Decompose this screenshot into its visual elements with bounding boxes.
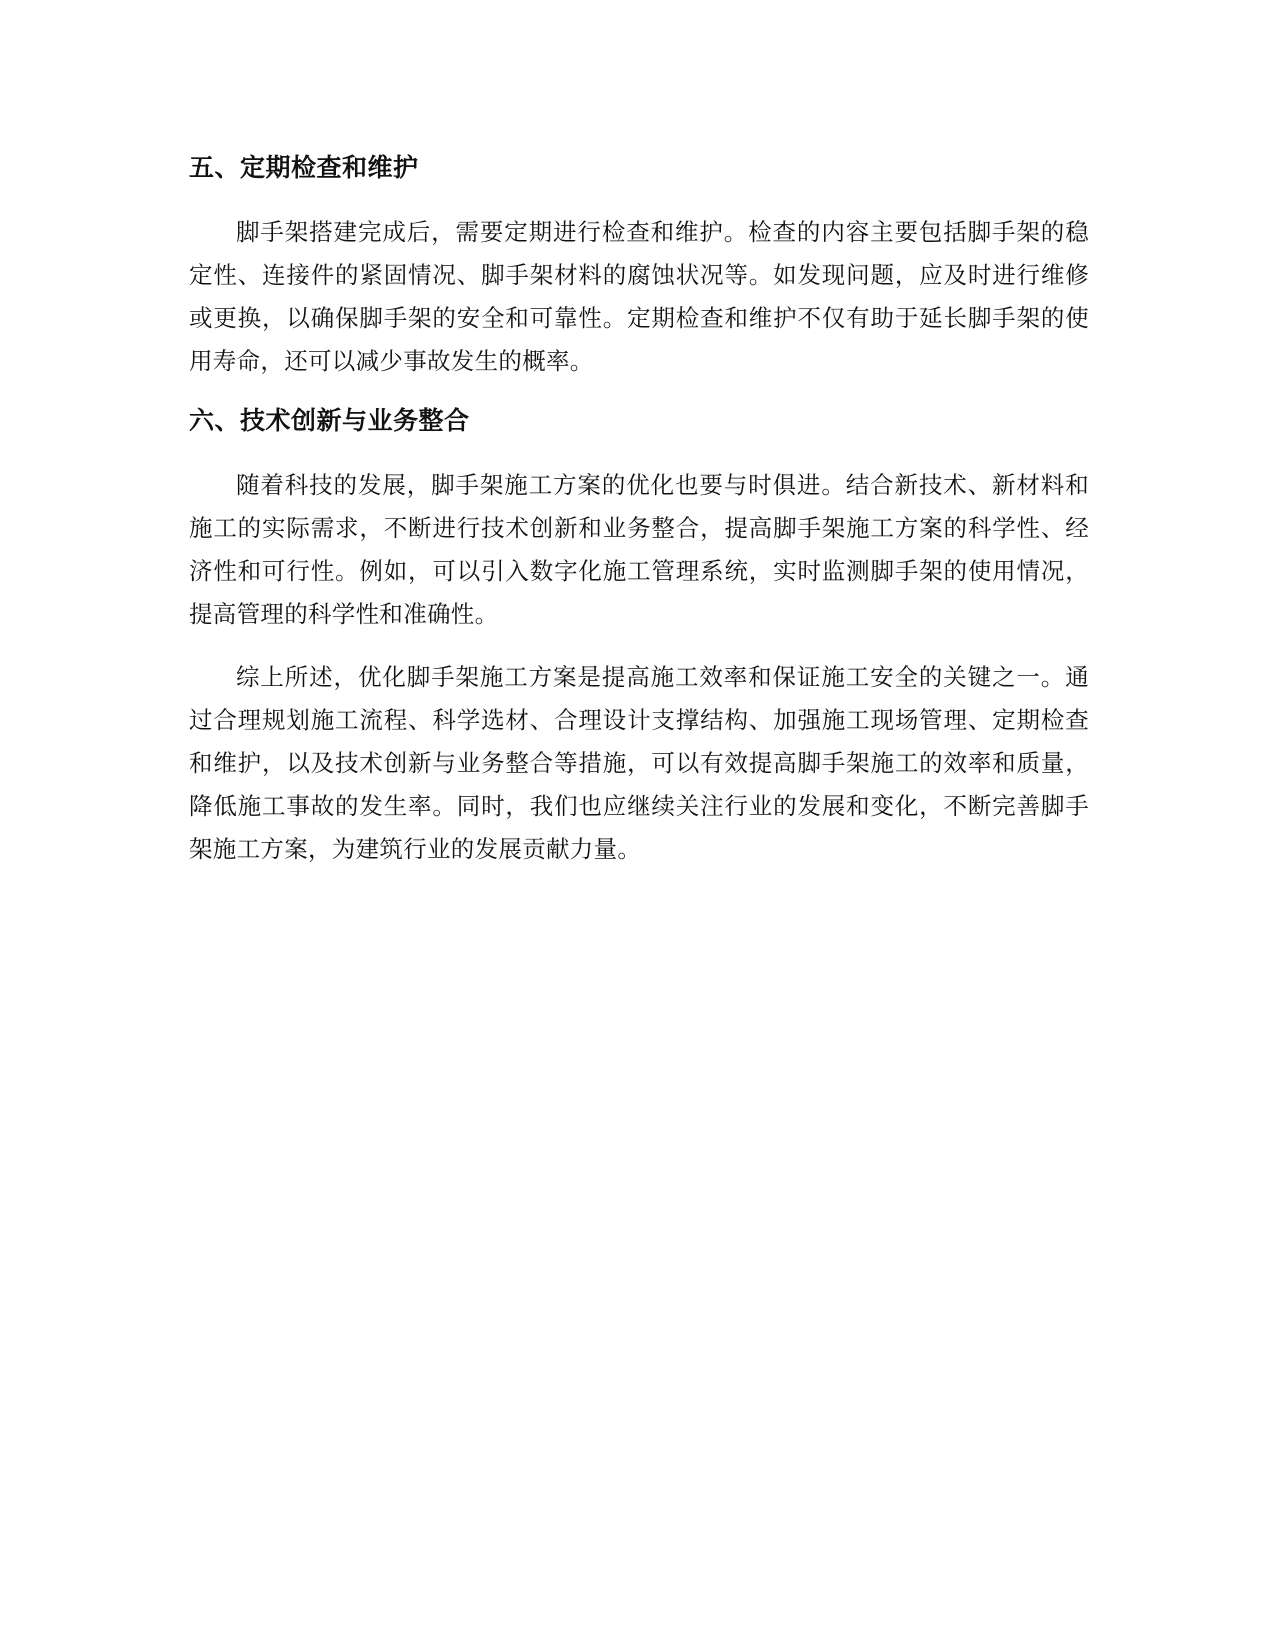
paragraph-innovation: 随着科技的发展，脚手架施工方案的优化也要与时俱进。结合新技术、新材料和施工的实际需求，不断进行技术创新和业务整合，提高脚手架施工方案的科学性、经济性和可行性。例如，可以引入数字化施工管理系统，实时监测脚手架的使用情况，提高管理的科学性和准确性。 bbox=[189, 471, 1089, 628]
paragraph-conclusion: 综上所述，优化脚手架施工方案是提高施工效率和保证施工安全的关键之一。通过合理规划施工流程、科学选材、合理设计支撑结构、加强施工现场管理、定期检查和维护，以及技术创新与业务整合等措施，可以有效提高脚手架施工的效率和质量，降低施工事故的发生率。同时，我们也应继续关注行业的发展和变化，不断完善脚手架施工方案，为建筑行业的发展贡献力量。 bbox=[189, 663, 1089, 863]
section-heading-maintenance: 五、定期检查和维护 bbox=[189, 153, 419, 182]
document-body bbox=[189, 150, 1089, 871]
paragraph-maintenance: 脚手架搭建完成后，需要定期进行检查和维护。检查的内容主要包括脚手架的稳定性、连接件的紧固情况、脚手架材料的腐蚀状况等。如发现问题，应及时进行维修或更换，以确保脚手架的安全和可靠性。定期检查和维护不仅有助于延长脚手架的使用寿命，还可以减少事故发生的概率。 bbox=[189, 218, 1089, 375]
section-heading-innovation: 六、技术创新与业务整合 bbox=[189, 406, 470, 435]
